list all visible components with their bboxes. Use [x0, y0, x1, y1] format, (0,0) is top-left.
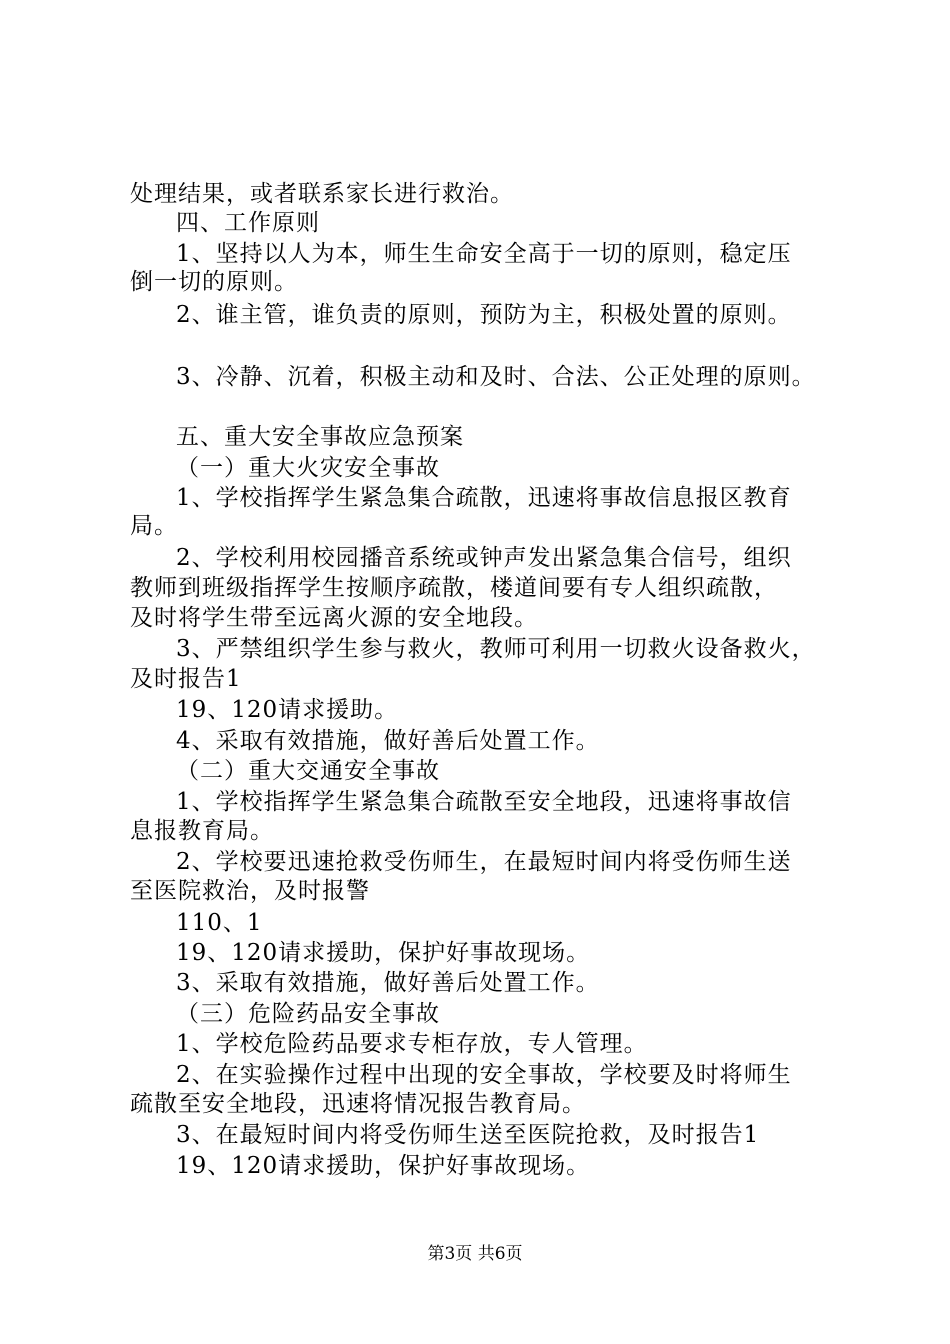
text-line: 3、采取有效措施，做好善后处置工作。	[176, 970, 600, 996]
section-heading: 四、工作原则	[176, 210, 320, 236]
text-line: 19、120请求援助。	[176, 697, 399, 723]
text-line: 2、学校要迅速抢救受伤师生，在最短时间内将受伤师生送	[176, 849, 792, 875]
text-line: 110、1	[176, 910, 263, 936]
subsection-heading: （二）重大交通安全事故	[176, 758, 440, 784]
text-line: 1、坚持以人为本，师生生命安全高于一切的原则，稳定压	[176, 241, 792, 267]
text-line: 4、采取有效措施，做好善后处置工作。	[176, 728, 600, 754]
page-footer: 第3页 共6页	[427, 1244, 523, 1264]
text-line: 倒一切的原则。	[130, 269, 298, 295]
text-line: 3、在最短时间内将受伤师生送至医院抢救，及时报告1	[176, 1122, 760, 1148]
text-line: 3、冷静、沉着，积极主动和及时、合法、公正处理的原则。	[176, 364, 816, 390]
text-line: 2、谁主管，谁负责的原则，预防为主，积极处置的原则。	[176, 302, 792, 328]
text-line: 2、在实验操作过程中出现的安全事故，学校要及时将师生	[176, 1062, 792, 1088]
text-line: 19、120请求援助，保护好事故现场。	[176, 1153, 591, 1179]
text-line: 息报教育局。	[130, 818, 274, 844]
text-line: 及时将学生带至远离火源的安全地段。	[130, 605, 538, 631]
subsection-heading: （三）危险药品安全事故	[176, 1001, 440, 1027]
text-line: 教师到班级指挥学生按顺序疏散，楼道间要有专人组织疏散，	[130, 575, 778, 601]
text-line: 1、学校指挥学生紧急集合疏散，迅速将事故信息报区教育	[176, 485, 792, 511]
text-line: 疏散至安全地段，迅速将情况报告教育局。	[130, 1091, 586, 1117]
text-line: 1、学校指挥学生紧急集合疏散至安全地段，迅速将事故信	[176, 789, 792, 815]
text-line: 至医院救治，及时报警	[130, 878, 370, 904]
text-line: 1、学校危险药品要求专柜存放，专人管理。	[176, 1031, 648, 1057]
text-line: 及时报告1	[130, 666, 242, 692]
text-line: 19、120请求援助，保护好事故现场。	[176, 940, 591, 966]
text-line: 3、严禁组织学生参与救火，教师可利用一切救火设备救火，	[176, 636, 816, 662]
text-line: 局。	[130, 513, 178, 539]
text-line: 处理结果，或者联系家长进行救治。	[130, 181, 514, 207]
section-heading: 五、重大安全事故应急预案	[176, 424, 464, 450]
subsection-heading: （一）重大火灾安全事故	[176, 455, 440, 481]
text-line: 2、学校利用校园播音系统或钟声发出紧急集合信号，组织	[176, 545, 792, 571]
